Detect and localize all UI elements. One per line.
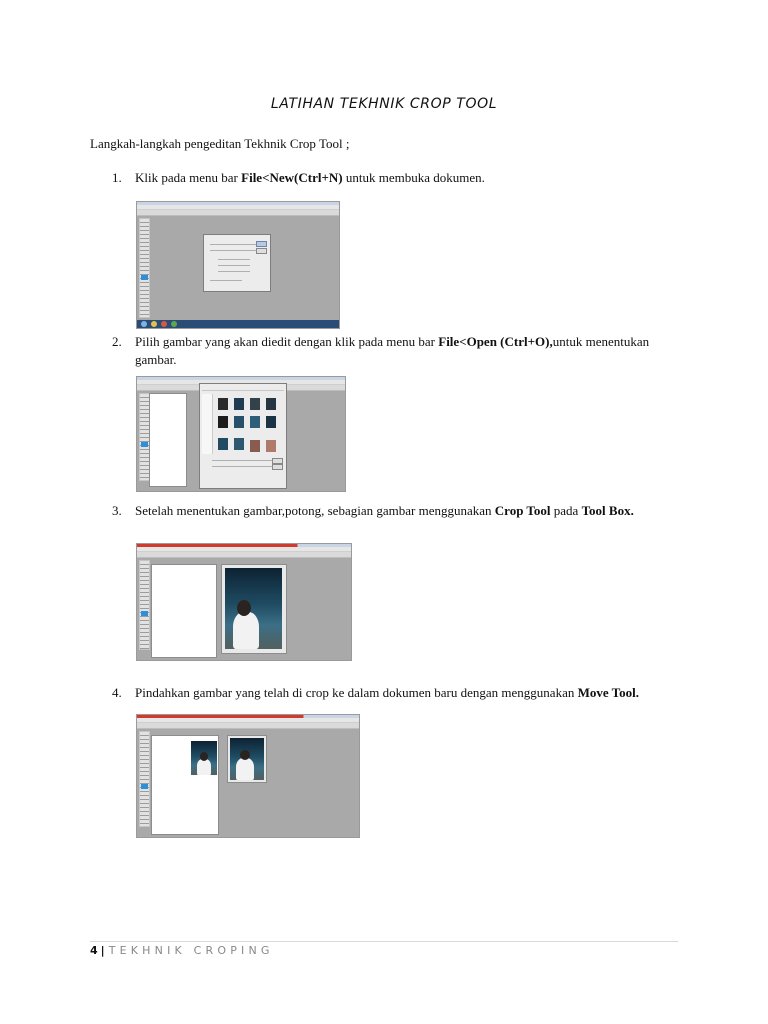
open-dialog (199, 383, 287, 489)
footer-label: TEKHNIK CROPING (108, 944, 274, 957)
step-bold: Tool Box. (581, 503, 634, 518)
step-text: untuk menentukan gambar. (135, 334, 650, 367)
intro-text: Langkah-langkah pengeditan Tekhnik Crop Tool ; (90, 136, 350, 151)
footer-divider (90, 941, 678, 942)
step-text: Pilih gambar yang akan diedit dengan klik pada menu bar (135, 334, 439, 349)
step-number: 2. (112, 334, 122, 349)
step-number: 4. (112, 685, 122, 700)
screenshot-move-tool (136, 714, 360, 838)
step-number: 3. (112, 503, 122, 518)
screenshot-new-document (136, 201, 340, 329)
document-title: LATIHAN TEKHNIK CROP TOOL (270, 96, 498, 112)
cropped-image-frame (221, 564, 287, 654)
step-2 (112, 333, 672, 369)
photo (225, 568, 282, 649)
step-number: 1. (112, 170, 122, 185)
step-text: Setelah menentukan gambar,potong, sebagian gambar menggunakan (135, 503, 495, 518)
step-text: Pindahkan gambar yang telah di crop ke dalam dokumen baru dengan menggunakan (135, 685, 578, 700)
footer-separator: | (100, 944, 105, 957)
step-bold: File<New(Ctrl+N) (241, 170, 343, 185)
step-text: Klik pada menu bar (135, 170, 242, 185)
step-text: pada (550, 503, 582, 518)
step-text: untuk membuka dokumen. (342, 170, 485, 185)
step-3 (112, 502, 672, 520)
step-1 (112, 169, 672, 187)
screenshot-crop-tool (136, 543, 352, 661)
screenshot-open-dialog (136, 376, 346, 492)
moved-photo (191, 741, 217, 775)
step-4 (112, 684, 672, 702)
new-dialog (203, 234, 271, 292)
step-bold: File<Open (Ctrl+O), (438, 334, 553, 349)
page-footer (90, 944, 274, 957)
step-bold: Crop Tool (494, 503, 551, 518)
page-number: 4 (90, 944, 98, 957)
step-bold: Move Tool. (577, 685, 639, 700)
